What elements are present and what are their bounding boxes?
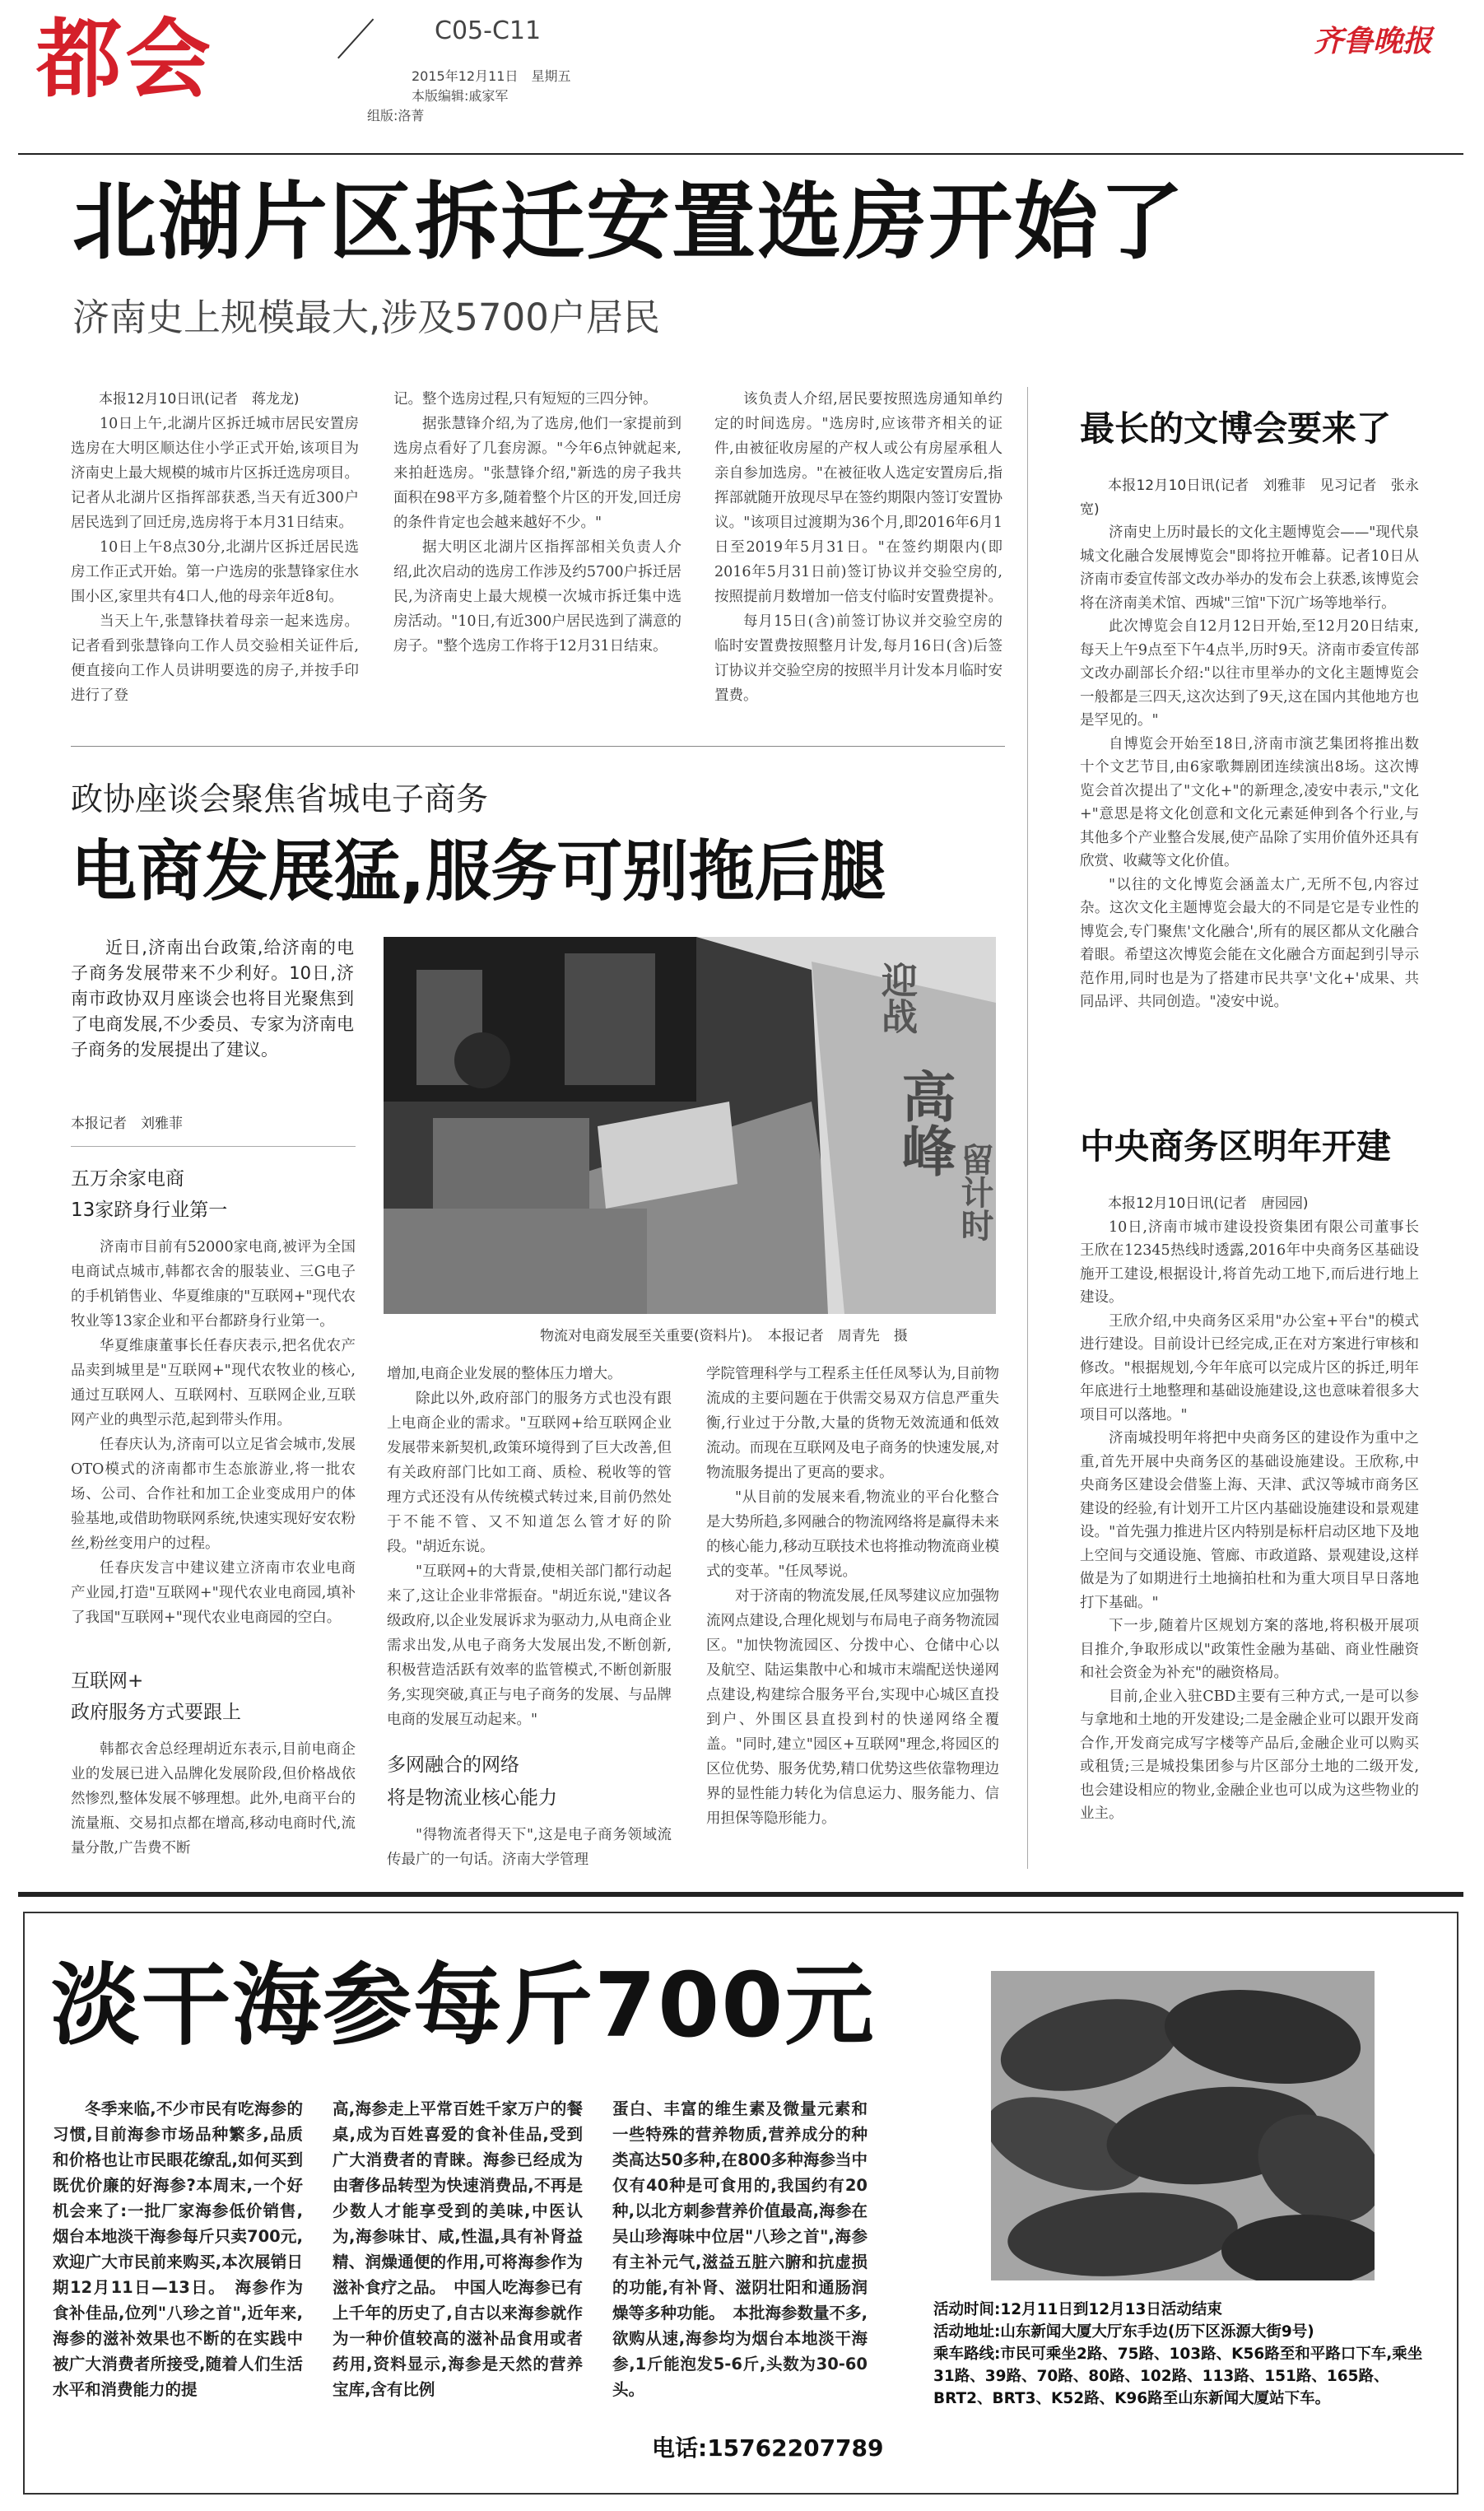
ecom-para: 对于济南的物流发展,任凤琴建议应加强物流网点建设,合理化规划与布局电子商务物流园区。"加快物流园区、分拨中心、仓储中心以及航空、陆运集散中心和城市末端配送快递网点建设,构建综合服务平台,实现中心城区直投到户、外围区县直投到村的快递网络全覆盖。"同时,建立"园区+互联网"理念,将园区的区位优势、服务优势,精口优势这些依靠物理边界的显性能力转化为信息运力、服务能力、信用担保等隐形能力。 xyxy=(706,1588,999,1827)
photo-sign-1: 迎战 xyxy=(875,962,917,1034)
ecom-col-1b xyxy=(71,1737,356,1869)
ecom-subhead-1b: 13家跻身行业第一 xyxy=(71,1200,228,1221)
ecom-para: 济南市目前有52000家电商,被评为全国电商试点城市,韩都衣舍的服装业、三G电子的手机销售业、华夏维康的"互联网+"现代农牧业等13家企业和平台都跻身行业第一。 xyxy=(71,1239,356,1330)
ecom-subhead-1: 五万余家电商 xyxy=(71,1168,184,1190)
ecom-para: 韩都衣舍总经理胡近东表示,目前电商企业的发展已进入品牌化发展阶段,但价格战依然惨烈,整体发展不够理想。此外,电商平台的流量瓶、交易扣点都在增高,移动电商时代,流量分散,广告费不断 xyxy=(71,1741,356,1856)
lead-para: 10日上午8点30分,北湖片区拆迁居民选房工作正式开始。第一户选房的张慧锋家住水围小区,家里共有4口人,他的母亲年近8旬。 xyxy=(71,539,359,605)
sea-cucumber-image xyxy=(991,1971,1375,2280)
masthead-divider xyxy=(337,18,374,58)
ad-bus-routes: 乘车路线:市民可乘坐2路、75路、103路、K56路至和平路口下车,乘坐31路、39路、70路、80路、102路、113路、151路、165路、BRT2、BRT3、K52路、K96路至山东新闻大厦站下车。 xyxy=(933,2346,1423,2407)
ecom-kicker: 政协座谈会聚焦省城电子商务 xyxy=(71,781,489,818)
lead-col-2 xyxy=(393,387,682,716)
ecom-subhead-2: 互联网+ xyxy=(71,1670,144,1692)
ecom-headline: 电商发展猛,服务可别拖后腿 xyxy=(71,833,886,910)
ecom-para: "互联网+的大背景,使相关部门都行动起来了,这让企业非常振奋。"胡近东说,"建议各级政府,以企业发展诉求为驱动力,从电商企业需求出发,从电子商务大发展出发,不断创新,积极营造活跃有效率的监管模式,不断创新服务,实现突破,真正与电子商务的发展、与品牌电商的发展互动起来。" xyxy=(387,1563,672,1728)
ecom-para: 增加,电商企业发展的整体压力增大。 xyxy=(387,1366,622,1382)
lead-para: 据大明区北湖片区指挥部相关负责人介绍,此次启动的选房工作涉及约5700户拆迁居民,为济南史上最大规模一次城市拆迁集中选房活动。"10日,有近300户居民选到了满意的房子。"整个选房工作将于12月31日结束。 xyxy=(393,539,682,655)
sidebar1-para: "以往的文化博览会涵盖太广,无所不包,内容过杂。这次文化主题博览会最大的不同是它是专业性的博览会,专门聚焦'文化融合',所有的展区都从文化融合着眼。希望这次博览会能在文化融合方面起到引导示范作用,同时也是为了搭建市民共享'文化+'成果、共同品评、共同创造。"凌安中说。 xyxy=(1080,876,1419,1010)
ecom-byline: 本报记者 刘雅菲 xyxy=(71,1116,183,1132)
lead-byline: 本报12月10日讯(记者 蒋龙龙) xyxy=(99,391,300,408)
photo-sign-3: 留计时 xyxy=(956,1143,994,1242)
sea-cucumber-graphic xyxy=(991,1971,1375,2280)
ecom-subhead-3: 多网融合的网络 xyxy=(387,1754,519,1776)
lead-para: 每月15日(含)前签订协议并交验空房的临时安置费按照整月计发,每月16日(含)后签订协议并交验空房的按照半月计发本月临时安置费。 xyxy=(714,613,1003,704)
ecom-subhead-2b: 政府服务方式要跟上 xyxy=(71,1702,241,1723)
section-logo: 都会 xyxy=(36,9,215,109)
ecom-para: "从目前的发展来看,物流业的平台化整合是大势所趋,多网融合的物流网络将是赢得未来的核心能力,移动互联技术也将推动物流商业模式的变革。"任凤琴说。 xyxy=(706,1489,999,1580)
right-column-rule xyxy=(1027,387,1028,1869)
sidebar2-para: 济南城投明年将把中央商务区的建设作为重中之重,首先开展中央商务区的基础设施建设。王欣称,中央商务区建设会借鉴上海、天津、武汉等城市商务区建设的经验,有计划开工片区内基础设施建设和景观建设。"首先强力推进片区内特别是标杆启动区地下及地上空间与交通设施、管廊、市政道路、景观建设,这样做是为了如期进行土地摘拍杜和为重大项目早日落地打下基础。" xyxy=(1080,1430,1419,1611)
ecom-para: "得物流者得天下",这是电子商务领域流传最广的一句话。济南大学管理 xyxy=(387,1827,672,1868)
ad-event-time: 活动时间:12月11日到12月13日活动结束 xyxy=(933,2301,1222,2318)
ad-col-2: 高,海参走上平常百姓千家万户的餐桌,成为百姓喜爱的食补佳品,受到广大消费者的青睐。海参已经成为由奢侈品转型为快速消费品,不再是少数人才能享受到的美味,中医认为,海参味甘、咸,性温,具有补肾益精、润燥通便的作用,可将海参作为滋补食疗之品。 中国人吃海参已有上千年的历史了,自古以来海参就作为一种价值较高的滋补品食用或者药用,资料显示,海参是天然的营养宝库,含有比例 xyxy=(333,2099,583,2399)
sidebar2-body xyxy=(1080,1192,1419,1884)
ecom-intro-rule xyxy=(71,1146,356,1147)
ecom-para: 任春庆发言中建议建立济南市农业电商产业园,打造"互联网+"现代农业电商园,填补了我国"互联网+"现代农业电商园的空白。 xyxy=(71,1560,356,1626)
photo-caption: 物流对电商发展至关重要(资料片)。 本报记者 周青先 摄 xyxy=(540,1328,908,1344)
ecom-para: 任春庆认为,济南可以立足省会城市,发展OTO模式的济南都市生态旅游业,将一批农场、公司、合作社和加工企业变成用户的体验基地,或借助物联网系统,快速实现好安农粉丝,粉丝变用户的过程。 xyxy=(71,1437,356,1552)
paper-logo: 齐鲁晚报 xyxy=(1314,24,1433,58)
lead-headline: 北湖片区拆迁安置选房开始了 xyxy=(72,174,1185,272)
ad-col-3: 蛋白、丰富的维生素及微量元素和一些特殊的营养物质,营养成分的种类高达50多种,在800多种海参当中仅有40种是可食用的,我国约有20种,以北方刺参营养价值最高,海参在吴山珍海味中位居"八珍之首",海参有主补元气,滋益五脏六腑和抗虚损的功能,有补肾、滋阴壮阳和通肠润燥等多种功能。 本批海参数量不多,欲购从速,海参均为烟台本地淡干海参,1斤能泡发5-6斤,头数为30-60头。 xyxy=(612,2099,868,2399)
page-layout: 组版:洛菁 xyxy=(367,108,425,123)
lead-col-3 xyxy=(714,387,1003,716)
lead-subhead: 济南史上规模最大,涉及5700户居民 xyxy=(72,296,660,339)
ad-headline: 淡干海参每斤700元 xyxy=(51,1954,876,2057)
ecom-col-2b xyxy=(387,1823,672,1872)
lead-para: 记。整个选房过程,只有短短的三四分钟。 xyxy=(393,391,658,408)
ecom-intro: 近日,济南出台政策,给济南的电子商务发展带来不少利好。10日,济南市政协双月座谈会也将目光聚焦到了电商发展,不少委员、专家为济南电子商务的发展提出了建议。 xyxy=(71,938,354,1060)
ecom-para: 除此以外,政府部门的服务方式也没有跟上电商企业的需求。"互联网+给互联网企业发展带来新契机,政策环境得到了巨大改善,但有关政府部门比如工商、质检、税收等的管理方式还没有从传统模式转过来,目前仍然处于不能不管、又不知道怎么管才好的阶段。"胡近东说。 xyxy=(387,1391,672,1555)
photo-sign-2: 高峰 xyxy=(892,1069,956,1177)
lead-para: 当天上午,张慧锋扶着母亲一起来选房。记者看到张慧锋向工作人员交验相关证件后,便直接向工作人员讲明要选的房子,并按手印进行了登 xyxy=(71,613,359,704)
ad-event-address: 活动地址:山东新闻大厦大厅东手边(历下区泺源大街9号) xyxy=(933,2323,1314,2341)
sidebar1-para: 自博览会开始至18日,济南市演艺集团将推出数十个文艺节目,由6家歌舞剧团连续演出8场。这次博览会首次提出了"文化+"的新理念,凌安中表示,"文化+"意思是将文化创意和文化元素延伸到各个行业,与其他多个产业整合发展,使产品除了实用价值外还具有欣赏、收藏等文化价值。 xyxy=(1080,735,1419,869)
lead-bottom-rule xyxy=(71,746,1005,747)
sidebar1-para: 济南史上历时最长的文化主题博览会——"现代泉城文化融合发展博览会"即将拉开帷幕。记者10日从济南市委宣传部文改办举办的发布会上获悉,该博览会将在济南美术馆、西城"三馆"下沉广场等地举行。 xyxy=(1080,524,1419,612)
lead-para: 该负责人介绍,居民要按照选房通知单约定的时间选房。"选房时,应该带齐相关的证件,由被征收房屋的产权人或公有房屋承租人亲自参加选房。"在被征收人选定安置房后,指挥部就随开放现尽早在签约期限内签订安置协议。"该项目过渡期为36个月,即2016年6月1日至2019年5月31日。"在签约期限内(即2016年5月31日前)签订协议并交验空房的,按照提前月数增加一倍支付临时安置费提补。 xyxy=(714,391,1003,605)
lead-para: 10日上午,北湖片区拆迁城市居民安置房选房在大明区顺达住小学正式开始,该项目为济南史上最大规模的城市片区拆迁选房项目。记者从北湖片区指挥部获悉,当天有近300户居民选到了回迁房,选房将于本月31日结束。 xyxy=(71,416,359,531)
sidebar1-para: 此次博览会自12月12日开始,至12月20日结束,每天上午9点至下午4点半,历时9天。济南市委宣传部文改办副部长介绍:"以往市里举办的文化主题博览会一般都是三四天,这次达到了9天,这在国内其他地方也是罕见的。" xyxy=(1080,618,1419,729)
ecom-para: 学院管理科学与工程系主任任凤琴认为,目前物流成的主要问题在于供需交易双方信息严重失衡,行业过于分散,大量的货物无效流通和低效流动。而现在互联网及电子商务的快速发展,对物流服务提出了更高的要求。 xyxy=(706,1366,999,1481)
page-range: C05-C11 xyxy=(435,16,542,45)
sidebar1-headline: 最长的文博会要来了 xyxy=(1080,408,1392,449)
ad-top-rule xyxy=(18,1892,1463,1897)
sidebar2-para: 王欣介绍,中央商务区采用"办公室+平台"的模式进行建设。目前设计已经完成,正在对方案进行审核和修改。"根据规划,今年年底可以完成片区的拆迁,明年年底进行土地整理和基础设施建设,这也意味着很多大项目可以落地。" xyxy=(1080,1312,1419,1423)
ecom-col-3 xyxy=(706,1362,999,1872)
sidebar2-byline: 本报12月10日讯(记者 唐园园) xyxy=(1108,1195,1309,1212)
ecom-subhead-3b: 将是物流业核心能力 xyxy=(387,1787,557,1809)
sidebar2-para: 目前,企业入驻CBD主要有三种方式,一是可以参与拿地和土地的开发建设;二是金融企业可以跟开发商合作,开发商完成写字楼等产品后,金融企业可以购买或租赁;三是城投集团参与片区部分土地的二级开发,也会建设相应的物业,金融企业也可以成为这些物业的业主。 xyxy=(1080,1688,1419,1822)
page-editor: 本版编辑:戚家军 xyxy=(412,88,509,104)
sidebar2-para: 下一步,随着片区规划方案的落地,将积极开展项目推介,争取形成以"政策性金融为基础、商业性融资和社会资金为补充"的融资格局。 xyxy=(1080,1618,1419,1681)
ecom-para: 华夏维康董事长任春庆表示,把名优农产品卖到城里是"互联网+"现代农牧业的核心,通过互联网人、互联网村、互联网企业,互联网产业的典型示范,起到带头作用。 xyxy=(71,1338,356,1428)
ad-event-info xyxy=(933,2299,1435,2410)
sidebar2-para: 10日,济南市城市建设投资集团有限公司董事长王欣在12345热线时透露,2016年中央商务区基础设施开工建设,根据设计,将首先动工地下,而后进行地上建设。 xyxy=(1080,1218,1419,1306)
issue-date: 2015年12月11日 星期五 xyxy=(412,68,571,84)
ad-phone: 电话:15762207789 xyxy=(652,2434,884,2462)
sidebar2-headline: 中央商务区明年开建 xyxy=(1080,1126,1392,1167)
sidebar1-body xyxy=(1080,474,1419,1067)
news-photo xyxy=(384,937,996,1314)
lead-col-1 xyxy=(71,387,359,716)
sidebar1-byline: 本报12月10日讯(记者 刘雅菲 见习记者 张永宽) xyxy=(1080,478,1419,518)
lead-para: 据张慧锋介绍,为了选房,他们一家提前到选房点看好了几套房源。"今年6点钟就起来,来拍赶选房。"张慧锋介绍,"新选的房子我共面积在98平方多,随着整个片区的开发,回迁房的条件肯定也会越来越好不少。" xyxy=(393,416,682,531)
ecom-col-2 xyxy=(387,1362,672,1749)
masthead-rule xyxy=(18,153,1463,155)
ecom-col-1 xyxy=(71,1235,356,1655)
ad-col-1: 冬季来临,不少市民有吃海参的习惯,目前海参市场品种繁多,品质和价格也让市民眼花缭乱,如何买到既优价廉的好海参?本周末,一个好机会来了:一批厂家海参低价销售,烟台本地淡干海参每斤只卖700元,欢迎广大市民前来购买,本次展销日期12月11日—13日。 海参作为食补佳品,位列"八珍之首",近年来,海参的滋补效果也不断的在实践中被广大消费者所接受,随着人们生活水平和消费能力的提 xyxy=(53,2099,303,2399)
